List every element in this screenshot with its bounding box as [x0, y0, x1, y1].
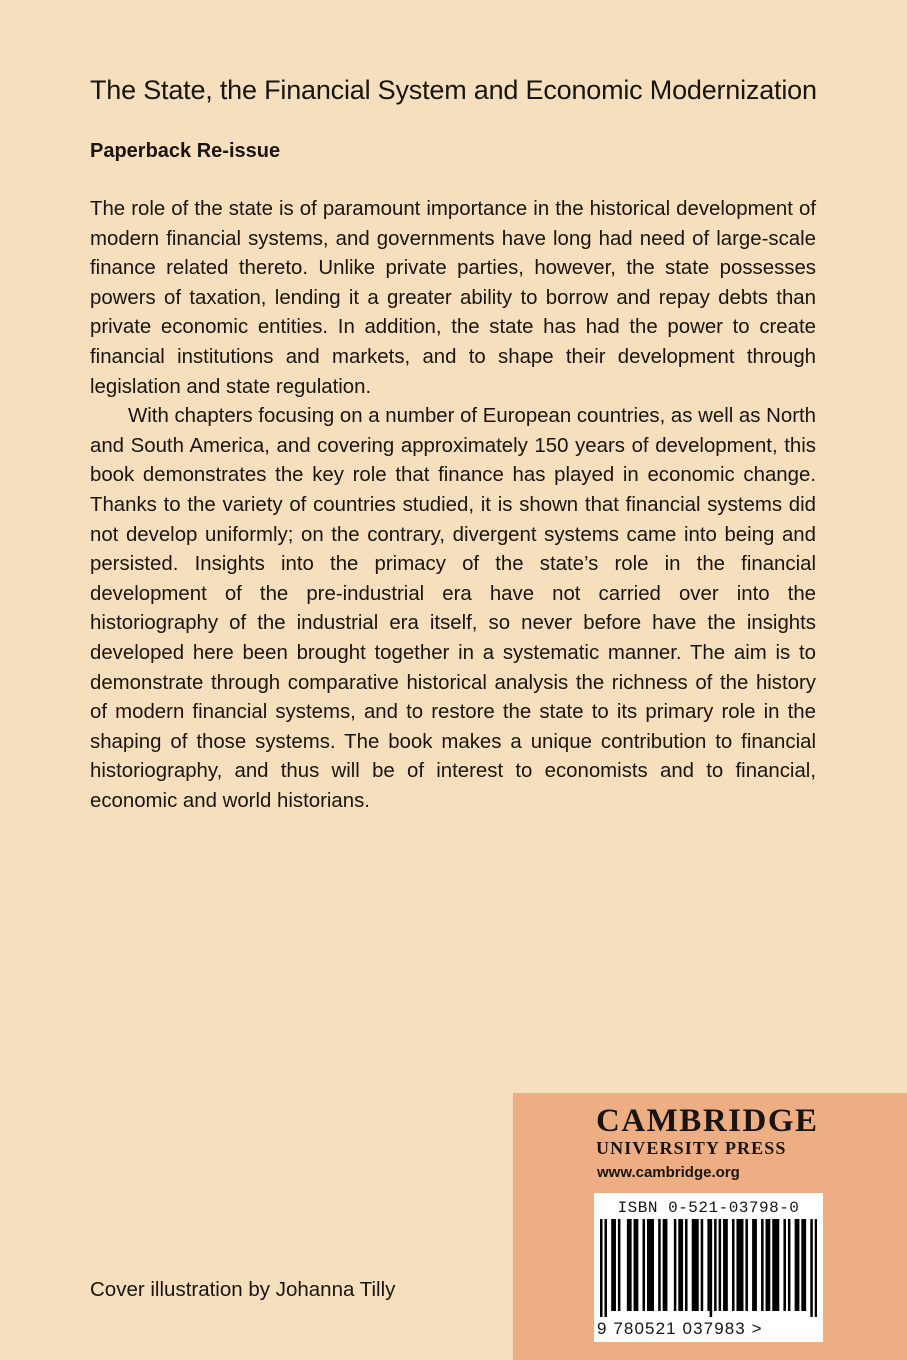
- blurb-paragraph-1: The role of the state is of paramount importance in the historical development of modern financial systems, and governments have long had need of large-scale finance related thereto. Unlike private parties, however, the state possesses powers of taxation, lending it a greater ability to borrow and repay debts than private economic entities. In addition, the state has had the power to create financial institutions and markets, and to shape their development through legislation and state regulation.: [90, 198, 816, 398]
- book-title: The State, the Financial System and Economic Modernization: [90, 75, 817, 105]
- publisher-name: CAMBRIDGE: [596, 1103, 819, 1139]
- publisher-subname: UNIVERSITY PRESS: [596, 1138, 787, 1158]
- cover-credit: Cover illustration by Johanna Tilly: [90, 1278, 396, 1301]
- isbn-barcode: [594, 1193, 823, 1342]
- isbn-number: ISBN 0-521-03798-0: [617, 1199, 800, 1217]
- barcode-digits: 9 780521 037983 >: [597, 1319, 763, 1338]
- barcode-bars-icon: [600, 1219, 817, 1317]
- edition-label: Paperback Re-issue: [90, 140, 281, 162]
- publisher-url: www.cambridge.org: [597, 1164, 740, 1181]
- blurb-text: [90, 195, 816, 816]
- blurb-paragraph-2: With chapters focusing on a number of European countries, as well as North and South America, and covering approximately 150 years of development, this book demonstrates the key role that finance has played in economic change. Thanks to the variety of countries studied, it is shown that financial systems did not develop uniformly; on the contrary, divergent systems came into being and persisted. Insights into the primacy of the state’s role in the financial development of the pre-industrial era have not carried over into the historiography of the industrial era itself, so never before have the insights developed here been brought together in a systematic manner. The aim is to demonstrate through comparative historical analysis the richness of the history of modern financial systems, and to restore the state to its primary role in the shaping of those systems. The book makes a unique contribution to financial historiography, and thus will be of interest to economists and to financial, economic and world historians.: [90, 405, 816, 812]
- publisher-panel: [513, 1093, 907, 1360]
